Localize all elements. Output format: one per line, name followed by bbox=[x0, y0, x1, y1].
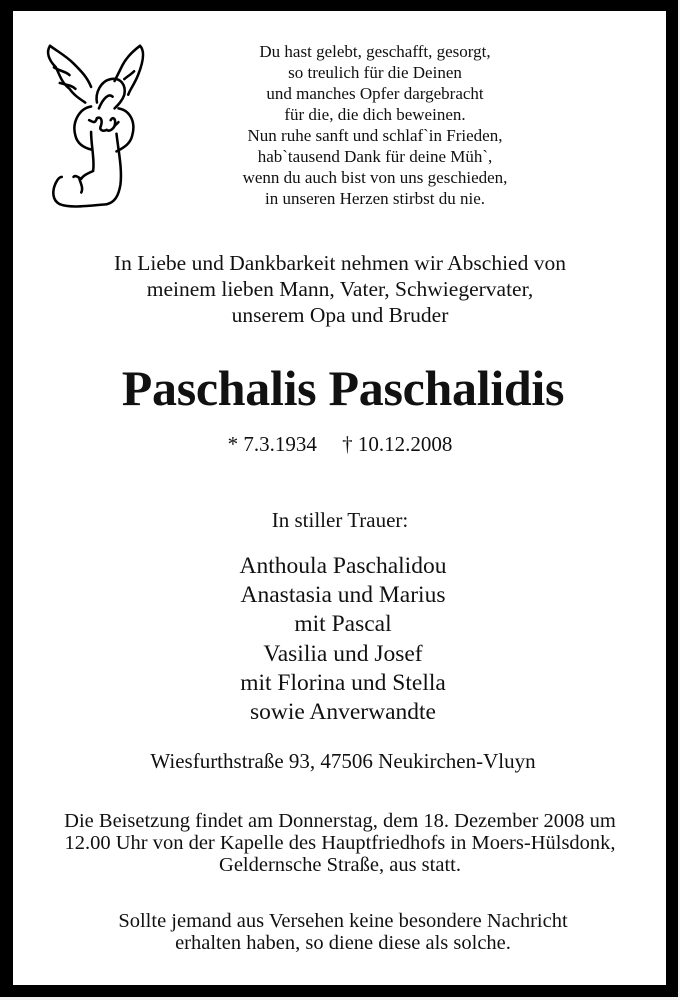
mourner-name: sowie Anverwandte bbox=[250, 699, 436, 726]
ceremony-line: 12.00 Uhr von der Kapelle des Hauptfriedhofs in Moers-Hülsdonk, bbox=[64, 832, 616, 854]
mourner-name: mit Florina und Stella bbox=[240, 669, 446, 696]
poem bbox=[205, 41, 545, 209]
mourner-name: Anthoula Paschalidou bbox=[239, 553, 447, 579]
closing-line: Sollte jemand aus Versehen keine besondere Nachricht bbox=[118, 910, 568, 932]
mourner-name: Anastasia und Marius bbox=[240, 582, 446, 609]
closing-note bbox=[40, 910, 646, 954]
poem-line: für die, die dich beweinen. bbox=[284, 105, 466, 124]
deceased-name: Paschalis Paschalidis bbox=[121, 360, 565, 416]
mourner-name: Vasilia und Josef bbox=[263, 640, 423, 667]
mourners-list bbox=[40, 552, 646, 727]
poem-line: Du hast gelebt, geschafft, gesorgt, bbox=[259, 42, 491, 61]
funeral-details bbox=[30, 810, 650, 876]
mourners-heading: In stiller Trauer: bbox=[271, 508, 409, 532]
life-dates bbox=[40, 431, 640, 457]
poem-line: Nun ruhe sanft und schlaf`in Frieden, bbox=[247, 126, 503, 145]
cross-icon: † bbox=[342, 432, 353, 456]
death-date: 10.12.2008 bbox=[357, 432, 453, 456]
ceremony-line: Geldernsche Straße, aus statt. bbox=[219, 854, 461, 876]
closing-line: erhalten haben, so diene diese als solche. bbox=[175, 932, 511, 954]
birth-date: 7.3.1934 bbox=[243, 432, 317, 456]
intro-line: In Liebe und Dankbarkeit nehmen wir Abschied von bbox=[114, 251, 566, 275]
poem-line: so treulich für die Deinen bbox=[288, 63, 462, 82]
birth-symbol: * bbox=[227, 432, 239, 456]
mourner-name: mit Pascal bbox=[294, 611, 392, 638]
intro-line: unserem Opa und Bruder bbox=[231, 303, 449, 327]
poem-line: hab`tausend Dank für deine Müh`, bbox=[257, 147, 493, 166]
poem-line: und manches Opfer dargebracht bbox=[266, 84, 484, 103]
poem-line: in unseren Herzen stirbst du nie. bbox=[265, 189, 485, 208]
family-address: Wiesfurthstraße 93, 47506 Neukirchen-Vluyn bbox=[150, 749, 536, 773]
farewell-intro bbox=[40, 250, 640, 328]
poem-line: wenn du auch bist von uns geschieden, bbox=[242, 168, 508, 187]
intro-line: meinem lieben Mann, Vater, Schwiegervater, bbox=[146, 277, 534, 301]
ceremony-line: Die Beisetzung findet am Donnerstag, dem 18. Dezember 2008 um bbox=[64, 810, 616, 832]
angel-icon bbox=[36, 38, 154, 214]
